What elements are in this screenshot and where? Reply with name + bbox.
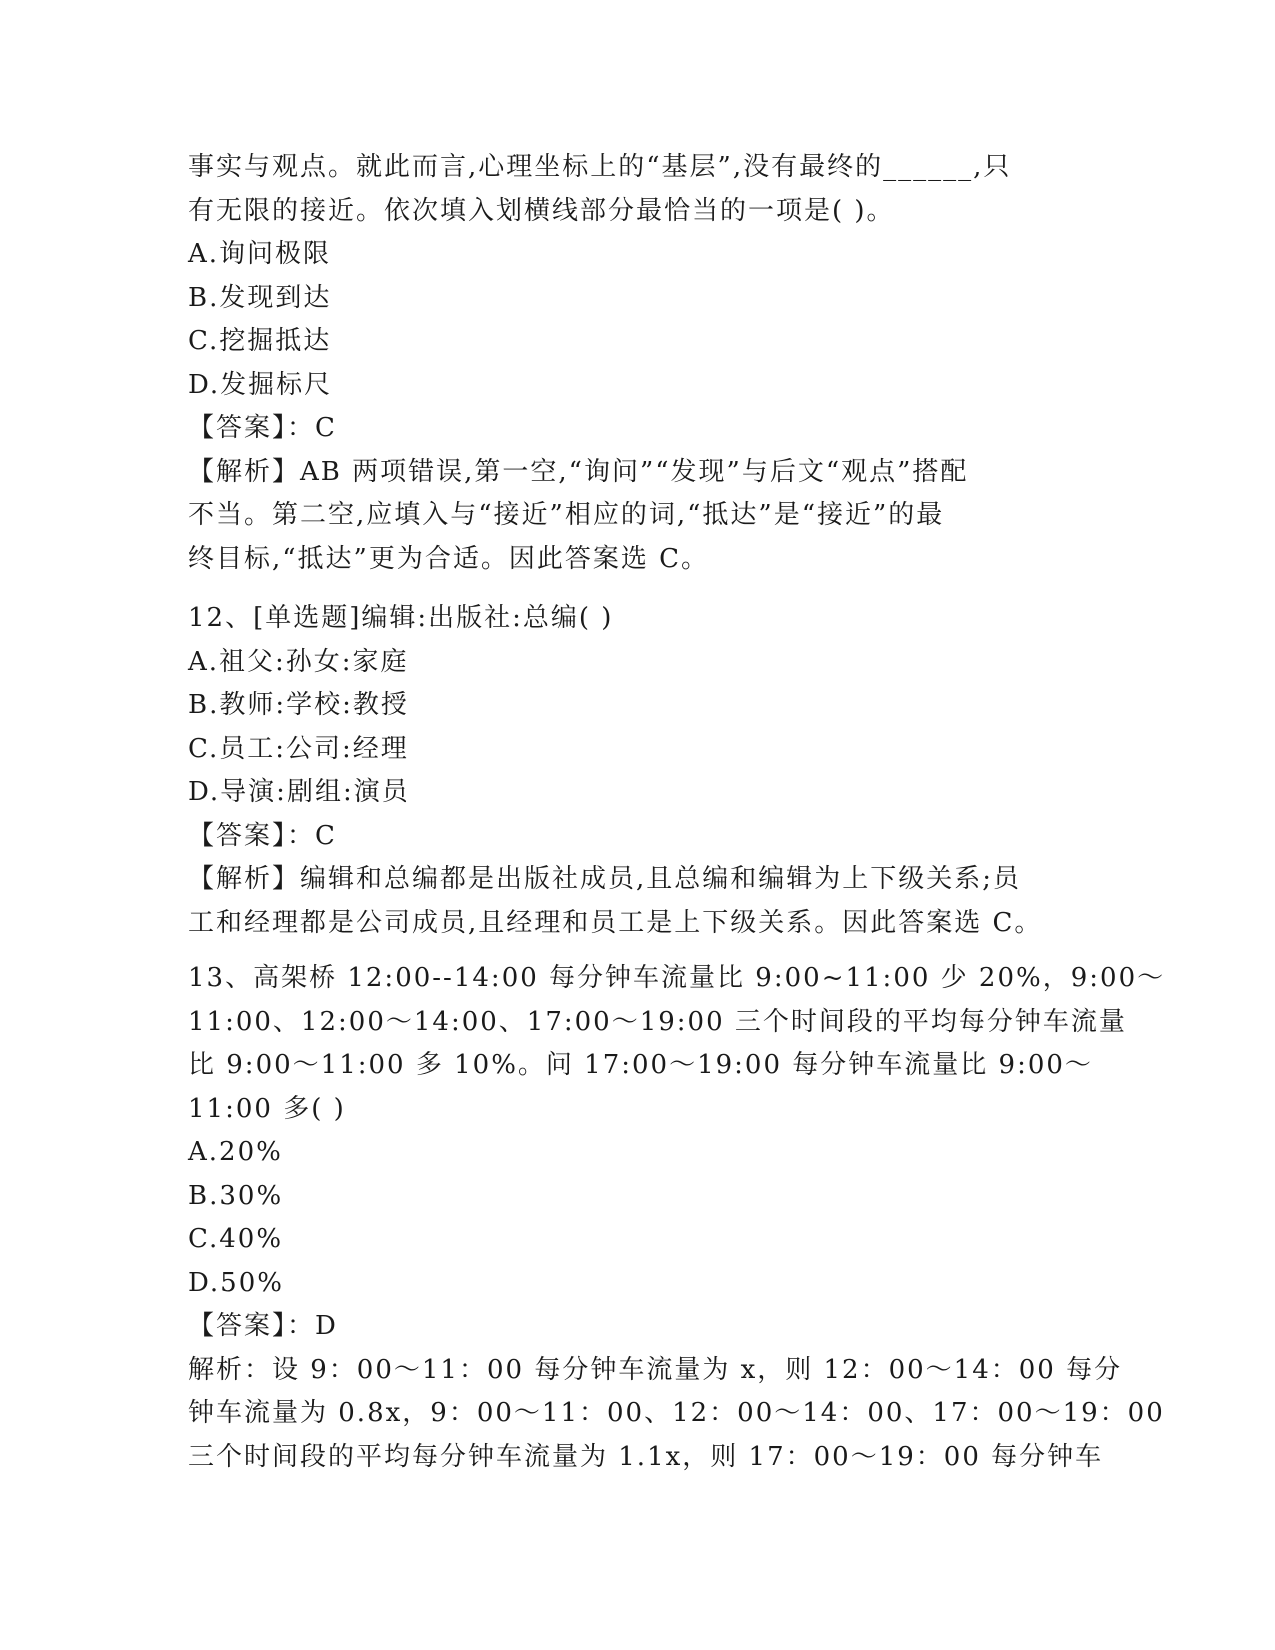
question-text-line: 12、[单选题]编辑:出版社:总编( ) (188, 603, 614, 633)
answer-line: 【答案】：D (188, 1311, 338, 1341)
answer-line: 【答案】：C (188, 820, 337, 851)
option-c: C.挖掘抵达 (188, 326, 332, 356)
question-text-line: 有无限的接近。依次填入划横线部分最恰当的一项是( )。 (188, 195, 895, 226)
option-a: A.20% (188, 1137, 283, 1167)
option-d: D.50% (188, 1267, 284, 1298)
page-content (188, 146, 1166, 1479)
option-d: D.发掘标尺 (188, 369, 333, 400)
answer-line: 【答案】：C (188, 413, 337, 443)
option-c: C.员工:公司:经理 (188, 733, 409, 764)
explanation-line: 不当。第二空,应填入与“接近”相应的词,“抵达”是“接近”的最 (188, 500, 945, 530)
explanation-line: 三个时间段的平均每分钟车流量为 1.1x，则 17：00～19：00 每分钟车 (188, 1441, 1104, 1472)
explanation-line: 工和经理都是公司成员,且经理和员工是上下级关系。因此答案选 C。 (188, 907, 1043, 938)
option-d: D.导演:剧组:演员 (188, 777, 410, 807)
explanation-line: 【解析】编辑和总编都是出版社成员,且总编和编辑为上下级关系;员 (188, 864, 1022, 894)
spacer (188, 581, 1088, 597)
option-b: B.发现到达 (188, 282, 332, 313)
question-13 (188, 957, 1166, 1479)
question-text-line: 比 9:00～11:00 多 10%。问 17:00～19:00 每分钟车流量比 9:00～ (188, 1050, 1093, 1080)
question-text-line: 13、高架桥 12:00--14:00 每分钟车流量比 9:00~11:00 少 20%，9:00～ (188, 963, 1166, 993)
question-12 (188, 597, 1088, 945)
option-a: A.祖父:孙女:家庭 (188, 646, 409, 677)
question-text-line: 11:00 多( ) (188, 1093, 346, 1124)
spacer (188, 945, 1088, 957)
explanation-line: 解析：设 9：00～11：00 每分钟车流量为 x，则 12：00～14：00 每分 (188, 1354, 1123, 1385)
option-b: B.30% (188, 1180, 284, 1211)
option-a: A.询问极限 (188, 239, 332, 269)
question-text-line: 事实与观点。就此而言,心理坐标上的“基层”,没有最终的______,只 (188, 152, 1012, 182)
option-b: B.教师:学校:教授 (188, 690, 409, 720)
option-c: C.40% (188, 1224, 284, 1254)
explanation-line: 【解析】AB 两项错误,第一空,“询问”“发现”与后文“观点”搭配 (188, 456, 969, 487)
explanation-line: 终目标,“抵达”更为合适。因此答案选 C。 (188, 543, 710, 574)
question-text-line: 11:00、12:00～14:00、17:00～19:00 三个时间段的平均每分钟车流量 (188, 1006, 1127, 1037)
question-11 (188, 146, 1088, 581)
explanation-line: 钟车流量为 0.8x，9：00～11：00、12：00～14：00、17：00～19：00 (188, 1398, 1165, 1428)
